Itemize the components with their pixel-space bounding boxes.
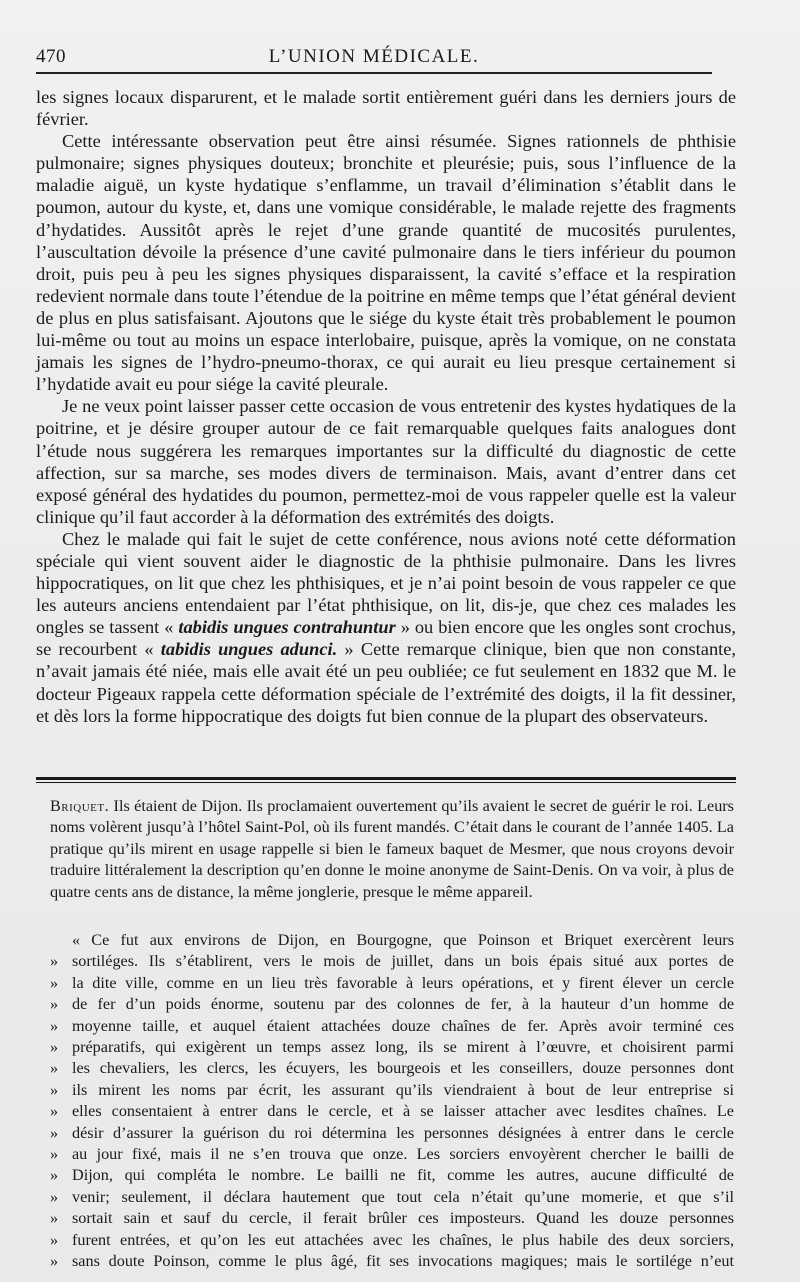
- paragraph-text: » Cette remarque clinique, bien que non constante, n’avait jamais été niée, mais elle avait été un peu oubliée; ce fut seulement en 1832 que M. le docteur Pigeaux rappela cette déformation spéciale de l’extrémité des doigts, il la fit dessiner, et dès lors la forme hippocratique des doigts fut bien connue de la plupart des observateurs.: [36, 639, 737, 726]
- paragraph: Cette intéressante observation peut être ainsi résumée. Signes rationnels de phthisie pulmonaire; signes physiques douteux; bronchite et pleurésie; puis, sous l’influence de la maladie aiguë, un kyste hydatique s’enflamme, un travail d’élimination s’établit dans le poumon, autour du kyste, et, dans une vomique considérable, le malade rejette des fragments d’hydatides. Aussitôt après le rejet d’une grande quantité de mucosités purulentes, l’auscultation dévoile la présence d’une cavité pulmonaire dans le tiers inférieur du poumon droit, puis peu à peu les signes physiques disparaissent, la cavité s’efface et la respiration redevient normale dans toute l’étendue de la poitrine en même temps que l’état général devient de plus en plus satisfaisant. Ajoutons que le siége du kyste était très probablement le poumon lui-même ou tout au moins un espace interlobaire, puisque, après la vomique, on ne constata jamais les signes de l’hydro-pneumo-thorax, ce qui aurait eu lieu presque certainement si l’hydatide avait eu pour siége la cavité pleurale.: [36, 131, 736, 395]
- paragraph-text: Chez le malade qui fait le sujet de cette conférence, nous avions noté cette déformation spéciale qui vient souvent aider le diagnostic de la phthisie pulmonaire. Dans les livres hippocratiques, on lit que chez les phthisiques, et je n’ai point besoin de vous rappeler ce que les auteurs anciens entendaient par l’état phthisique, on lit, dis-je, que chez ces malades les ongles se tassent «: [36, 528, 736, 638]
- continuation-mark: »: [50, 973, 59, 992]
- quote-line-text: elles consentaient à entrer dans le cercle, et à se laisser attacher avec lesdites chaînes. Le: [72, 1102, 734, 1121]
- quote-line-text: préparatifs, qui exigèrent un temps assez long, ils se mirent à l’œuvre, et choisirent parmi: [72, 1038, 734, 1057]
- quote-line: [50, 1058, 734, 1079]
- quote-line-text: moyenne taille, et auquel étaient attachées douze chaînes de fer. Après avoir terminé ces: [72, 1016, 734, 1035]
- page-header: [36, 46, 712, 70]
- quote-line-text: ils mirent les noms par écrit, les assurant qu’ils viendraient à bout de leur entreprise si: [72, 1080, 734, 1099]
- continuation-mark: »: [50, 1209, 59, 1228]
- continuation-mark: »: [50, 995, 59, 1014]
- quote-line-text: les chevaliers, les clercs, les écuyers, les bourgeois et les conseillers, douze personnes dont: [72, 1059, 734, 1078]
- paragraph: Je ne veux point laisser passer cette occasion de vous entretenir des kystes hydatiques de la poitrine, et je désire grouper autour de ce fait remarquable quelques faits analogues dont l’étude nous suggérera les remarques importantes sur la difficulté du diagnostic de cette affection, sur sa marche, ses modes divers de terminaison. Mais, avant d’entrer dans cet exposé général des hydatides du poumon, permettez-moi de vous rappeler quelle est la valeur clinique qu’il faut accorder à la déformation des extrémités des doigts.: [36, 396, 736, 527]
- feuilleton-divider: [36, 777, 736, 783]
- quote-line: [50, 951, 734, 972]
- main-text: [36, 86, 736, 727]
- continuation-mark: [50, 930, 72, 951]
- quote-line: [50, 1187, 734, 1208]
- quote-line: [50, 1080, 734, 1101]
- latin-quote: tabidis ungues adunci.: [160, 639, 338, 660]
- quote-line-text: Dijon, qui compléta le nombre. Le bailli ne fit, comme les autres, aucune difficulté de: [72, 1166, 734, 1185]
- quote-line: [50, 1144, 734, 1165]
- lead-word: Briquet.: [50, 797, 110, 815]
- feuilleton-paragraph: Ils étaient de Dijon. Ils proclamaient ouvertement qu’ils avaient le secret de guérir le roi. Leurs noms volèrent jusqu’à l’hôtel Saint-Pol, où ils furent mandés. C’était dans le courant de l’année 1405. La pratique qu’ils mirent en usage rappelle si bien le fameux baquet de Mesmer, que nous croyons devoir traduire littéralement la description qu’en donne le moine anonyme de Saint-Denis. On va voir, à plus de quatre cents ans de distance, la même jonglerie, presque le même appareil.: [50, 797, 734, 901]
- feuilleton-text: [50, 796, 734, 903]
- quote-line: [50, 1230, 734, 1251]
- paragraph-clubbing: [36, 528, 736, 727]
- continuation-mark: »: [50, 1038, 59, 1057]
- latin-quote: tabidis ungues contrahuntur: [178, 617, 396, 638]
- continuation-mark: »: [50, 1123, 59, 1142]
- quote-line: [50, 1208, 734, 1229]
- quote-line-text: « Ce fut aux environs de Dijon, en Bourgogne, que Poinson et Briquet exercèrent leurs: [72, 931, 734, 949]
- quote-line-text: sans doute Poinson, comme le plus âgé, fit ses invocations magiques; mais le sortilége n’eut: [72, 1252, 734, 1271]
- continuation-mark: »: [50, 1016, 59, 1035]
- header-rule: [36, 72, 712, 74]
- page-number: 470: [36, 46, 66, 67]
- quote-line-text: furent entrées, et qu’on les eut attachées avec les chaînes, le plus habile des deux sorciers,: [72, 1230, 734, 1249]
- paragraph: les signes locaux disparurent, et le malade sortit entièrement guéri dans les derniers jours de février.: [36, 87, 736, 130]
- continuation-mark: »: [50, 1230, 59, 1249]
- quoted-chronicle: [50, 930, 734, 1273]
- quote-line: [50, 1165, 734, 1186]
- continuation-mark: »: [50, 1080, 59, 1099]
- quote-line-text: sortait sain et sauf du cercle, il ferait brûler ces imposteurs. Quand les douze personnes: [72, 1209, 734, 1228]
- paragraph-text: » ou bien encore que les ongles sont crochus, se recourbent «: [36, 617, 736, 660]
- quote-line-text: de fer d’un poids énorme, soutenu par des colonnes de fer, à la hauteur d’un homme de: [72, 995, 734, 1014]
- continuation-mark: »: [50, 1252, 59, 1271]
- quote-line: [50, 994, 734, 1015]
- quote-line-text: venir; seulement, il déclara hautement que tout cela n’était qu’une momerie, et que s’il: [72, 1187, 734, 1206]
- quote-line: [50, 930, 734, 951]
- quote-line: [50, 1101, 734, 1122]
- continuation-mark: »: [50, 1145, 59, 1164]
- quote-line-text: sortiléges. Ils s’établirent, vers le mois de juillet, dans un bois épais situé aux portes de: [72, 952, 734, 971]
- continuation-mark: »: [50, 1102, 59, 1121]
- running-title: L’UNION MÉDICALE.: [268, 46, 480, 67]
- quote-line: [50, 1251, 734, 1272]
- continuation-mark: »: [50, 1187, 59, 1206]
- quote-line: [50, 973, 734, 994]
- quote-line-text: désir d’assurer la guérison du roi détermina les personnes désignées à entrer dans le cercle: [72, 1123, 734, 1142]
- quote-line: [50, 1016, 734, 1037]
- quote-line: [50, 1037, 734, 1058]
- continuation-mark: »: [50, 1059, 59, 1078]
- continuation-mark: »: [50, 1166, 59, 1185]
- quote-line-text: la dite ville, comme en un lieu très favorable à leurs opérations, et y firent élever un cercle: [72, 973, 734, 992]
- continuation-mark: »: [50, 952, 59, 971]
- quote-line: [50, 1123, 734, 1144]
- quote-line-text: au jour fixé, mais il ne s’en trouva que onze. Les sorciers envoyèrent chercher le bailli de: [72, 1145, 734, 1164]
